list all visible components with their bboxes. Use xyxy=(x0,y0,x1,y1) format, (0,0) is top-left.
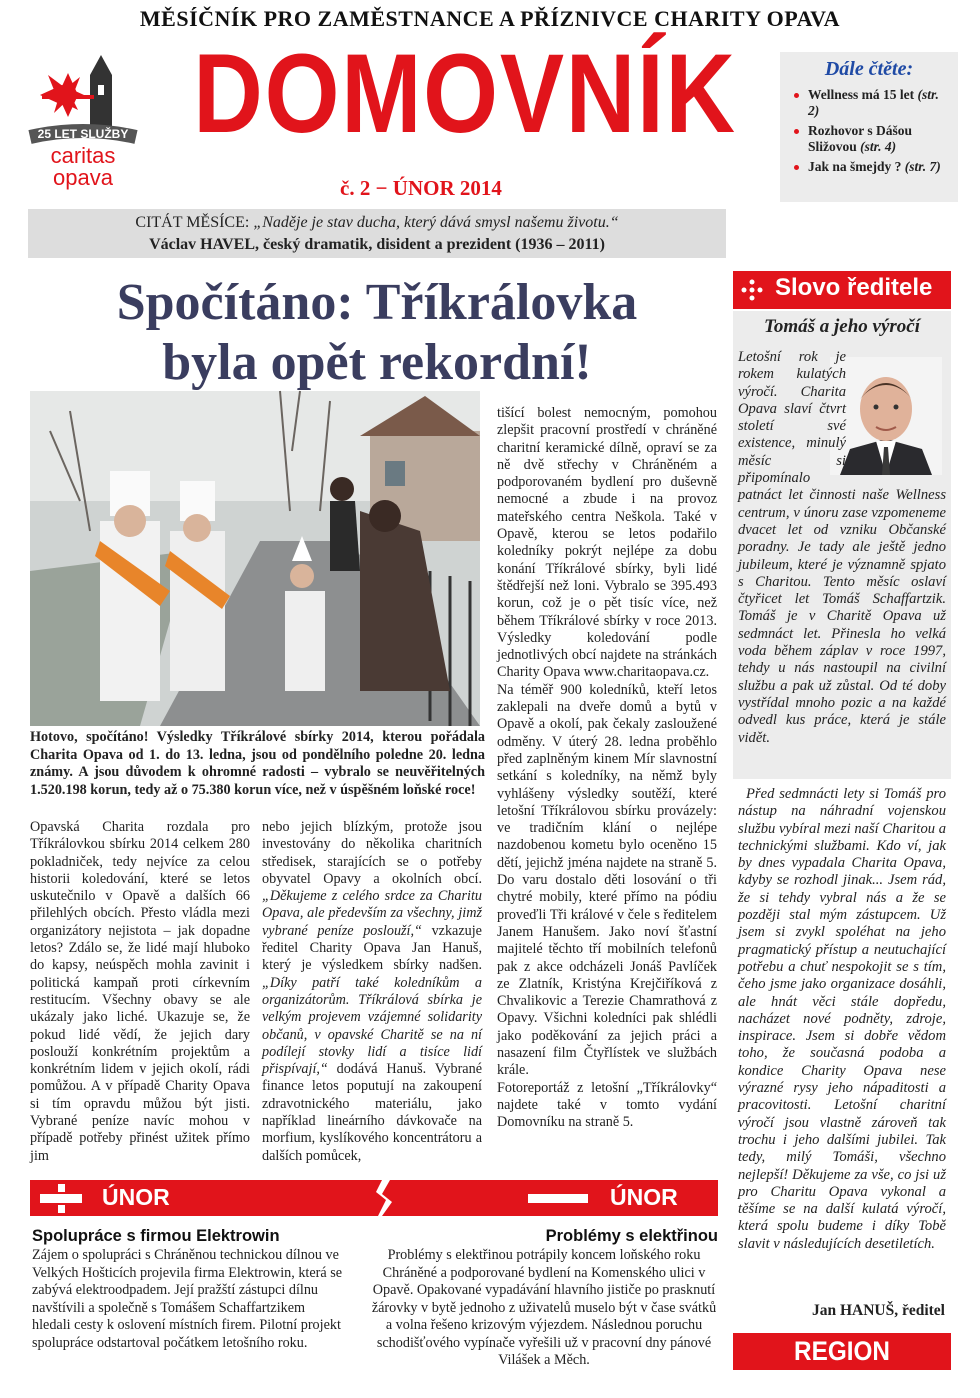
news-left-title: Spolupráce s firmou Elektrowin xyxy=(32,1227,280,1245)
signature: Jan HANUŠ, ředitel xyxy=(811,1302,945,1319)
toc-item-label: Wellness má 15 let xyxy=(808,87,915,102)
main-headline xyxy=(28,273,726,393)
region-label: REGION OPAVSKO xyxy=(783,1336,901,1397)
article-column-2 xyxy=(262,819,482,1165)
quote-run: „Děkujeme z celého srdce za Charitu Opava, ale především za všechny, jimž vybrané peníze poslouží,“ xyxy=(262,888,482,939)
sidebar-text: Letošní rok je rokem kulatých výročí. Charita Opava slaví čtvrt století své existence, minulý měsíc si připomínalo patnáct let činnosti naše Wellness centrum, v únoru zase vzpomeneme dvacet let od vzniku Občanské poradny. Je tady ale ještě jedno jubileum, které je významně spjato s Charitou. Tento měsíc oslaví čtyřicet let Tomáš Schaffartzik. Tomáš je v Charitě Opava už sedmnáct let. Přinesla ho velká voda během záplav v roce 1997, tehdy u nás nastoupil na civilní službu a pak už zůstal. Od té doby vystřídal mnoho pozic a na každé odvedl kus práce, která je stále vidět. xyxy=(738,349,946,746)
logo-name: caritas xyxy=(50,143,116,168)
news-left-text: Zájem o spolupráci s Chráněnou technickou dílnou ve Velkých Hošticích projevila firma Elektrowin, která se zabývá elektroodpadem. Její pražští zástupci dílnu navštívili a společně s Tomášem Schaffartzikem hledali cesty k oslovení místních firem. Pilotní projekt spolupráce odstartoval počátkem letošního roku. xyxy=(32,1247,343,1351)
toc-item[interactable] xyxy=(794,123,952,155)
caritas-logo xyxy=(28,55,138,195)
sidebar-paragraph-1 xyxy=(738,349,946,747)
article-column-1: Opavská Charita rozdala pro Tříkrálovkou sbírku 2014 celkem 280 pokladniček, tedy nejvíce za celou historii koledování, které se letos uskutečnilo v Opavě a dalších 66 přilehlých obcích. Přesto vládla mezi organizátory nejistota – jak dopadne letos? Zdálo se, že lidé mají hluboko do kapsy, neúspěch mohla zavinit i politická kampaň proti církevním restitucím. Všechny obavy se ale ukázaly jako liché. Ukazuje se, že pokud lidé vědí, že jejich dary poslouží konkrétním projektům a konkrétním lidem v jejich okolí, rádi pomůžou. A v případě Charity Opava si tím opravdu můžou být jisti. Vybrané peníze navíc mohou v případě potřeby přinést užitek přímo jim xyxy=(30,819,250,1164)
toc-title: Dále čtěte: xyxy=(824,58,914,80)
toc-item-page: (str. 7) xyxy=(904,159,941,174)
sidebar-paragraph-2: Před sedmnácti lety si Tomáš pro nástup na náhradní vojenskou službu vybíral mezi naší Charitou a technickými službami. Kdo ví, jak by dnes vypadala Charita Opava, kdyby se rozhodl jinak... Jsem rád, že si tehdy vybral nás a že se později stal mým zástupcem. Už jsem si zvykl spoléhat na jeho pragmatický přístup a neutuchající potřebu a chuť nespokojit se s tím, čeho jsme jako organizace dosáhli, ale hnát věci stále dopředu, nacházet nové podněty, zdroje, inspirace. Jsem si dobře vědom toho, že současná podoba a kondice Charity Opava nese výrazné rysy jeho nápaditosti a pracovitosti. Letošní charitní výročí jsou vlastně zároveň tak trochu i jeho dalšími jubilei. Tak tedy, milý Tomáši, všechno nejlepší! Děkujeme za vše, co jsi už pro Charitu Opava vykonal a těšíme se na další kulatá výročí, která spolu budeme i díky Tobě slavit v následujících desetiletích. xyxy=(738,786,946,1252)
issue-number: č. 2 − ÚNOR 2014 xyxy=(340,176,502,200)
toc-item[interactable] xyxy=(794,159,952,175)
toc-item-page: (str. 2) xyxy=(808,87,939,118)
toc-item-page: (str. 4) xyxy=(860,139,897,154)
quote-prefix: CITÁT MĚSÍCE: xyxy=(135,214,254,231)
news-right-title: Problémy s elektřinou xyxy=(545,1227,718,1245)
headline-line: Spočítáno: Tříkrálovka xyxy=(116,274,638,331)
band-month-left: ÚNOR xyxy=(102,1184,170,1210)
carolers-photo xyxy=(30,391,480,726)
quote-text: „Naděje je stav ducha, který dává smysl našemu životu.“ xyxy=(253,214,619,231)
article-lead: Hotovo, spočítáno! Výsledky Tříkrálové sbírky 2014, kterou pořádala Charita Opava od 1. do 13. ledna, jsou od pondělního poledne 20. ledna známy. A jsou důvodem k ohromné radosti – vybralo se neuvěřitelných 1.520.198 korun, tedy až o 75.380 korun více, než v úspěšném loňské roce! xyxy=(30,729,485,798)
tagline: MĚSÍČNÍK PRO ZAMĚSTNANCE A PŘÍZNIVCE CHARITY OPAVA xyxy=(139,6,841,31)
article-column-3 xyxy=(497,405,717,1131)
logo-city: opava xyxy=(53,165,113,190)
dots-icon xyxy=(741,279,763,301)
quote-of-month xyxy=(28,209,726,258)
text-run: vzkazuje ředitel Charity Opava Jan Hanuš, který je výsledkem sbírky nadšen. xyxy=(262,922,482,974)
masthead-title: DOMOVNÍK xyxy=(193,31,737,156)
news-right-text: Problémy s elektřinou potrápily koncem loňského roku Chráněné a podporované bydlení na Komenského ulici v Opavě. Opakované vypadávání hlavního jističe po prasknutí žárovky v bytě jednoho z uživatelů muselo být v čase svátků a volna řešeno krizovým výjezdem. Následnou poruchu schodišťového vypínače vyřešili už v pracovní dny pánové Vilášek a Měch. xyxy=(371,1247,717,1368)
band-month-right: ÚNOR xyxy=(610,1184,678,1210)
region-badge xyxy=(733,1333,951,1397)
sidebar-section-title: Slovo ředitele xyxy=(775,274,933,301)
paragraph: Na téměř 900 koledníků, kteří letos zaklepali na dveře domů a bytů v Opavě a okolí, pak čekaly zasloužené odměny. V úterý 28. ledna proběhlo před zaplněným kinem Mír slavnostní setkání s koledníky, na němž byly vyhlášeny výsledky soutěží, které letošní Tříkrálovou sbírku provázely: ve tradičním klání o nejlépe nazdobenou kometu bylo oceněno 15 dětí, jejichž jména najdete na straně 5. Do varu dostalo děti losování o tři chytré mobily, které přímo na pódiu proveďli Tři králové v čele s ředitelem Janem Hanušem. Jako noví šťastní majitelé těchto tří mobilních telefonů pak z akce odcházeli Jonáš Pavlíček ze Zlatník, Kristýna Krejčiříková z Chvalikovic a Terezie Chamrathová z Opavy. Všichni koledníci pak shlédli jako poděkování za jejich práci a nasazení film Čtyřlístek ve službách krále. xyxy=(497,681,717,1079)
sidebar-section-header xyxy=(733,271,951,309)
paragraph: tišící bolest nemocným, pomohou zlepšit pracovní prostředí v chráněné charitní keramické dílně, opraví se za ně dvě střechy v Chráněném a podporovaném bydlení pro duševně nemocné a zbude i na provoz mateřského centra Neškola. Také v Opavě, kterou se letos podařilo koledníky pokrýt nejlépe za dobu konání Tříkrálové sbírky, byli lidé štědřejší než loni. Vybralo se 395.493 korun, což je o pět tisíc více, než během Tříkrálové sbírky v roce 2013. Výsledky koledování podle jednotlivých obcí najdete na stránkách Charity Opava www.charitaopava.cz. xyxy=(497,405,717,681)
portrait-spacer xyxy=(846,349,946,477)
quote-author: Václav HAVEL, český dramatik, disident a prezident (1936 – 2011) xyxy=(149,236,605,253)
headline-line: byla opět rekordní! xyxy=(162,334,592,391)
text-run: dodává Hanuš. Vybrané finance letos poputují na zakoupení zdravotnického materiálu, jako například lineárního dávkovače na morfium, kyslíkového koncentrátoru a dalších pomůcek, xyxy=(262,1061,482,1164)
toc-box xyxy=(780,52,958,202)
toc-item-label: Jak na šmejdy ? xyxy=(808,159,902,174)
text-run: nebo jejich blízkým, protože jsou investovány do několika charitních středisek, starajících se o potřeby obyvatel Opavy a okolních obcí. xyxy=(262,819,482,887)
sidebar-subtitle: Tomáš a jeho výročí xyxy=(733,311,951,344)
logo-years: 25 LET SLUŽBY xyxy=(37,127,129,141)
toc-item-label: Rozhovor s Dášou Sližovou xyxy=(808,123,913,154)
news-band xyxy=(30,1180,718,1216)
paragraph: Fotoreportáž z letošní „Tříkrálovky“ najdete také v tomto vydání Domovníku na straně 5. xyxy=(497,1079,717,1131)
toc-item[interactable] xyxy=(794,87,952,119)
quote-run: „Díky patří také koledníkům a organizátorům. Tříkrálová sbírka je velkým projevem vzájemné solidarity občanů, v opavské Charitě se na ní podílejí stovky lidí a tisíce lidí přispívají,“ xyxy=(262,974,482,1078)
